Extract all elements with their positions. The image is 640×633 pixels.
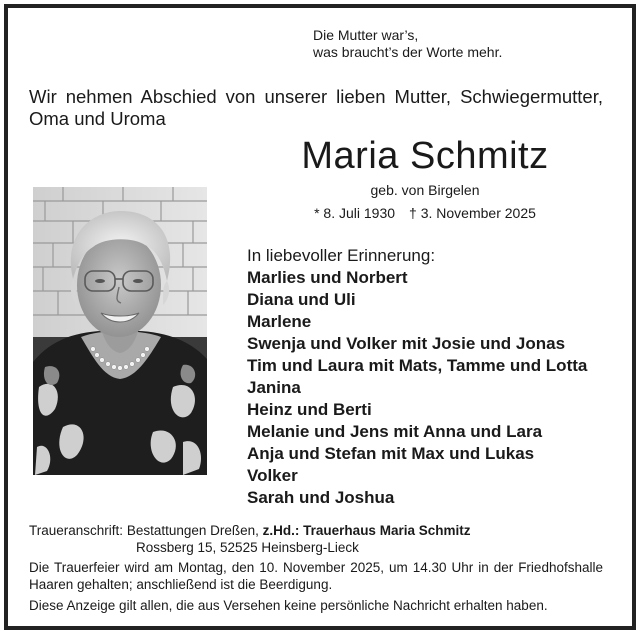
remembrance-lead: In liebevoller Erinnerung: [247,246,436,265]
family-entry: Tim und Laura mit Mats, Tamme und Lotta [247,356,588,375]
mourning-address [29,522,470,539]
notice-text: Diese Anzeige gilt allen, die aus Versehen keine persönliche Nachricht erhalten haben. [29,598,548,613]
funeral-service-text: Die Trauerfeier wird am Montag, den 10. November 2025, um 14.30 Uhr in der Friedhofshalle Haaren gehalten; anschließend ist die Beerdigung. [29,560,603,592]
portrait-photo [33,187,207,475]
birth-date: * 8. Juli 1930 [314,205,396,221]
family-entry: Sarah und Joshua [247,488,395,507]
intro-text: Wir nehmen Abschied von unserer lieben Mutter, Schwiegermutter, Oma und Uroma [29,86,603,129]
family-entry: Diana und Uli [247,290,356,309]
family-entry: Anja und Stefan mit Max und Lukas [247,444,535,463]
death-date: † 3. November 2025 [409,205,536,221]
family-entry: Swenja und Volker mit Josie und Jonas [247,334,566,353]
family-entry: Marlies und Norbert [247,268,408,287]
remembrance-list [247,245,587,509]
family-entry: Marlene [247,312,312,331]
motto-line-2: was braucht’s der Worte mehr. [313,44,503,60]
address-street: Rossberg 15, 52525 Heinsberg-Lieck [136,540,359,555]
address-company: Bestattungen Dreßen, [126,523,259,538]
maiden-name: geb. von Birgelen [370,182,480,198]
deceased-name: Maria Schmitz [301,135,549,177]
motto-quote [313,27,502,61]
life-dates [276,205,574,222]
address-attn: z.Hd.: Trauerhaus Maria Schmitz [262,523,471,538]
family-entry: Janina [247,378,301,397]
family-entry: Heinz und Berti [247,400,372,419]
family-entry: Melanie und Jens mit Anna und Lara [247,422,543,441]
family-entry: Volker [247,466,298,485]
address-label: Traueranschrift: [29,523,124,538]
motto-line-1: Die Mutter war’s, [313,27,419,43]
